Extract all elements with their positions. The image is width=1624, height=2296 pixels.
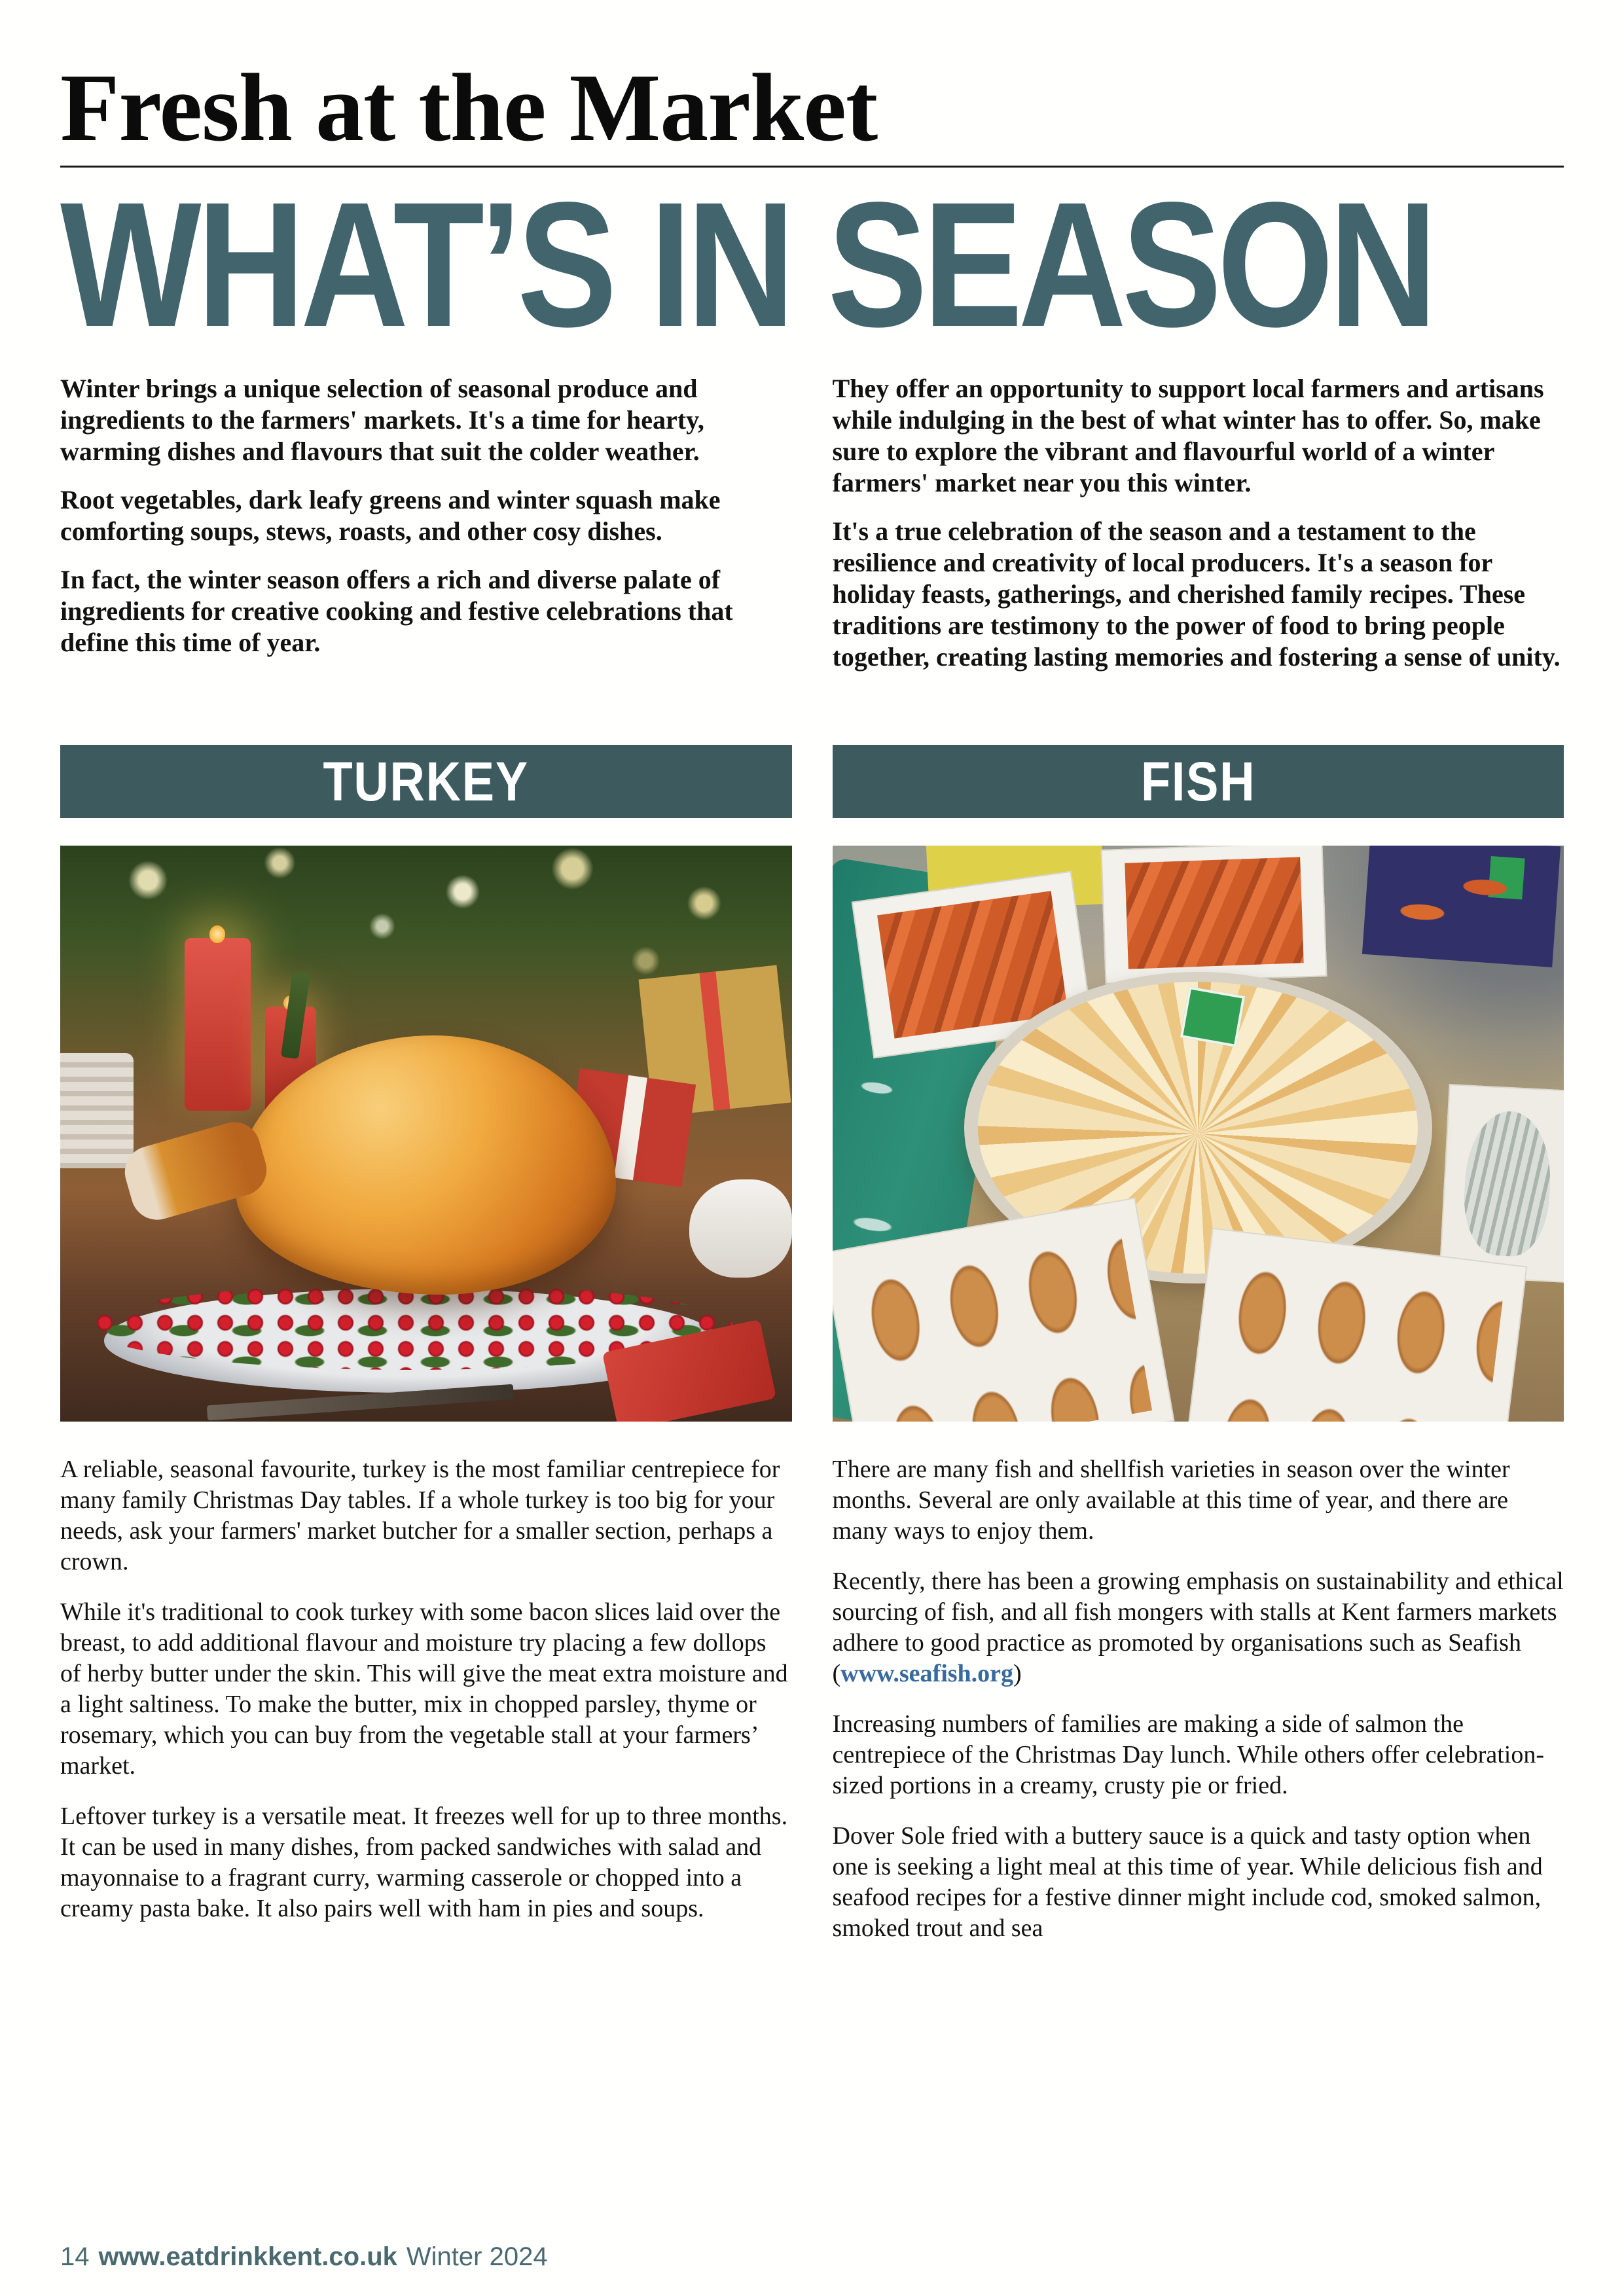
- body-text: Recently, there has been a growing emphasis on sustainability and ethical sourcing of fish, and all fish mongers with stalls at Kent farmers markets adhere to good practice as promoted by organisations such as Seafish (: [832, 1567, 1564, 1687]
- masthead-title: Fresh at the Market: [60, 54, 878, 162]
- fish-section: [833, 690, 1564, 1964]
- smoked-salmon-box-decor: [1100, 846, 1327, 984]
- fish-section-header: [833, 745, 1564, 818]
- intro-paragraph: Winter brings a unique selection of seasonal produce and ingredients to the farmers' markets. It's a time for hearty, warming dishes and flavours that suit the colder weather.: [60, 373, 704, 466]
- intro-paragraph: They offer an opportunity to support local farmers and artisans while indulging in the best of what winter has to offer. So, make sure to explore the vibrant and flavourful world of a winter farmers' market near you this winter.: [832, 373, 1544, 497]
- smoked-fish-stall-photo: [833, 846, 1564, 1422]
- fish-pack-decor: [1362, 846, 1561, 967]
- turkey-body-copy: [60, 1454, 792, 1924]
- fish-body-copy: [833, 1454, 1564, 1944]
- intro-left-column: [60, 373, 792, 675]
- page-headline: WHAT’S IN SEASON: [60, 165, 1433, 365]
- headline-row: [60, 165, 1564, 365]
- body-paragraph: Leftover turkey is a versatile meat. It freezes well for up to three months. It can be used in many dishes, from packed sandwiches with salad and mayonnaise to a fragrant curry, warming casserole or chopped into a creamy pasta bake. It also pairs well with ham in pies and soups.: [60, 1802, 788, 1922]
- footer-edition: Winter 2024: [406, 2242, 548, 2271]
- footer-website[interactable]: www.eatdrinkkent.co.uk: [98, 2242, 397, 2271]
- red-candle-decor: [185, 938, 251, 1111]
- gravy-boat-decor: [689, 1179, 791, 1278]
- roast-turkey-photo: [60, 846, 792, 1422]
- body-paragraph: There are many fish and shellfish varieties in season over the winter months. Several are only available at this time of year, and there are many ways to enjoy them.: [832, 1455, 1510, 1545]
- intro-right-column: [833, 373, 1564, 690]
- turkey-section-title: TURKEY: [323, 750, 529, 812]
- body-paragraph: Increasing numbers of families are making a side of salmon the centrepiece of the Christmas Day lunch. While others offer celebration-sized portions in a creamy, crusty pie or fried.: [832, 1710, 1545, 1799]
- body-paragraph: While it's traditional to cook turkey with some bacon slices laid over the breast, to add additional flavour and moisture try placing a few dollops of herby butter under the skin. This will give the meat extra moisture and a light saltiness. To make the butter, mix in chopped parsley, thyme or rosemary, which you can buy from the vegetable stall at your farmers’ market.: [60, 1598, 788, 1780]
- section-columns: [60, 690, 1564, 1964]
- seafish-link[interactable]: www.seafish.org: [840, 1659, 1014, 1687]
- plate-stack-decor: [60, 1053, 134, 1168]
- body-paragraph: [833, 1566, 1564, 1689]
- whole-fish-box-decor: [1439, 1085, 1564, 1283]
- intro-paragraph: Root vegetables, dark leafy greens and winter squash make comforting soups, stews, roasts, and other cosy dishes.: [60, 484, 721, 546]
- intro-paragraph: It's a true celebration of the season and a testament to the resilience and creativity of local producers. It's a season for holiday feasts, gatherings, and cherished family recipes. These traditions are testimony to the power of food to bring people together, creating lasting memories and fostering a sense of unity.: [832, 516, 1561, 672]
- turkey-section: [60, 690, 792, 1944]
- turkey-section-header: [60, 745, 792, 818]
- intro-paragraph: In fact, the winter season offers a rich and diverse palate of ingredients for creative cooking and festive celebrations that define this time of year.: [60, 564, 733, 657]
- intro-columns: [60, 373, 1564, 690]
- fish-section-title: FISH: [1140, 750, 1255, 812]
- body-paragraph: Dover Sole fried with a buttery sauce is a quick and tasty option when one is seeking a light meal at this time of year. While delicious fish and seafood recipes for a festive dinner might include cod, smoked salmon, smoked trout and sea: [832, 1821, 1543, 1942]
- page-footer: [60, 2242, 548, 2271]
- page-number: 14: [60, 2242, 90, 2271]
- body-paragraph: A reliable, seasonal favourite, turkey is the most familiar centrepiece for many family Christmas Day tables. If a whole turkey is too big for your needs, ask your farmers' market butcher for a smaller section, perhaps a crown.: [60, 1455, 780, 1575]
- body-text: ): [1013, 1659, 1022, 1687]
